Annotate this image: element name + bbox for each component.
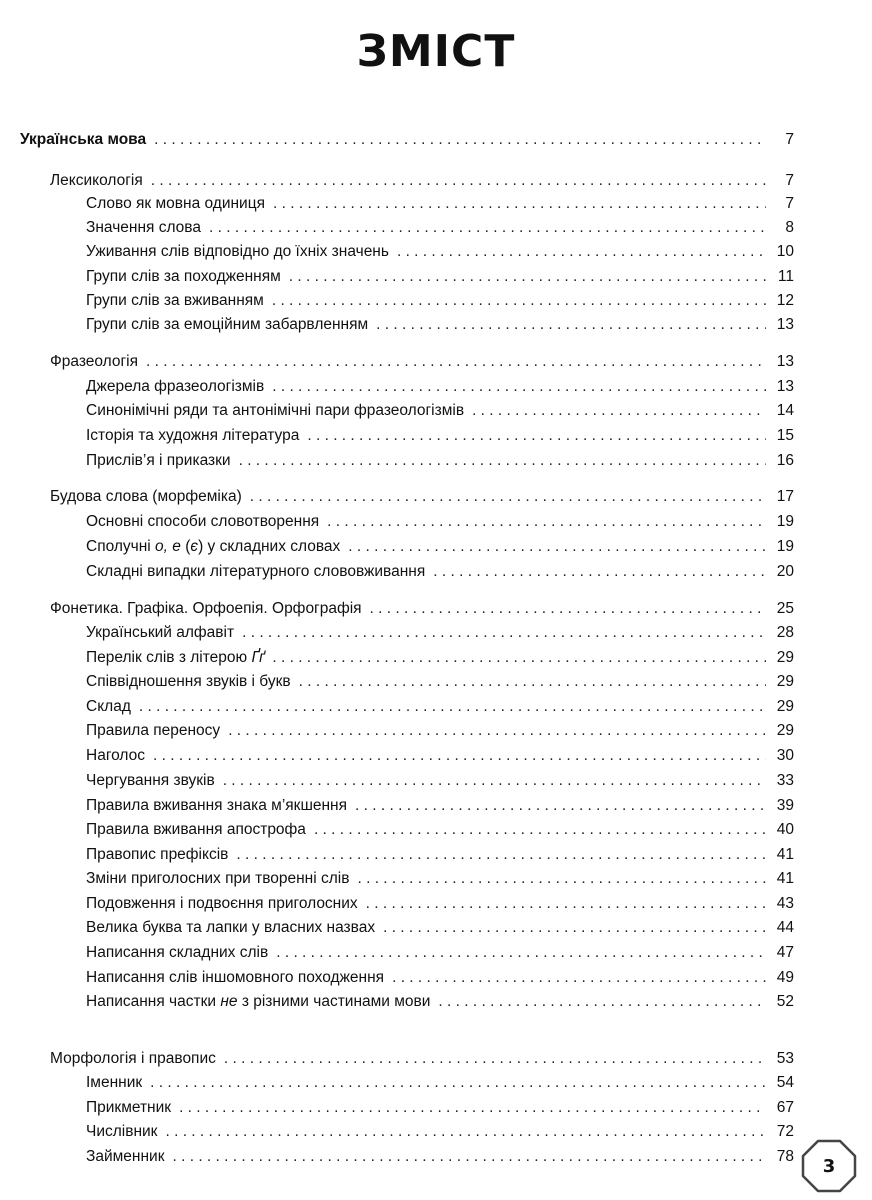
toc-entry-page: 28 [776, 624, 794, 641]
dot-leader [153, 746, 766, 766]
toc-entry-title: Наголос [86, 747, 145, 764]
toc-entry-page: 53 [776, 1050, 794, 1067]
toc-entry-page: 11 [777, 268, 794, 285]
toc-entry-page: 15 [776, 427, 794, 444]
toc-entry-title: Фонетика. Графіка. Орфоепія. Орфографія [50, 600, 362, 617]
toc-entry-page: 29 [776, 722, 794, 739]
toc-entry-title: Групи слів за вживанням [86, 292, 264, 309]
toc-entry-title: Джерела фразеологізмів [86, 378, 265, 395]
page-title: ЗМІСТ [356, 26, 516, 77]
toc-entry-title: Фразеологія [50, 353, 139, 370]
dot-leader [438, 992, 766, 1012]
toc-entry-title: Прислів’я і приказки [86, 452, 231, 469]
toc-entry [86, 845, 794, 865]
dot-leader [307, 426, 766, 446]
dot-leader [172, 1147, 766, 1167]
toc-entry [86, 218, 794, 238]
toc-entry-page: 19 [776, 538, 794, 555]
toc-entry-page: 19 [776, 513, 794, 530]
dot-leader [272, 291, 766, 311]
dot-leader [250, 487, 766, 507]
toc-entry [20, 130, 794, 150]
toc-entry-page: 16 [776, 452, 794, 469]
dot-leader [272, 648, 766, 668]
dot-leader [289, 267, 766, 287]
toc-entry-page: 72 [776, 1123, 794, 1140]
toc-entry [86, 315, 794, 335]
toc-entry-page: 13 [776, 353, 794, 370]
toc-entry-page: 54 [776, 1074, 794, 1091]
toc-entry [86, 242, 794, 262]
toc-entry [86, 267, 794, 287]
dot-leader [224, 1049, 766, 1069]
toc-entry-page: 29 [776, 649, 794, 666]
toc-entry-page: 13 [776, 378, 794, 395]
toc-entry-title: Написання частки не з різними частинами мови [86, 993, 431, 1010]
dot-leader [223, 771, 766, 791]
dot-leader [357, 869, 766, 889]
toc-entry-page: 8 [785, 219, 794, 236]
toc-entry-title: Числівник [86, 1123, 158, 1140]
toc-entry [86, 194, 794, 214]
dot-leader [392, 968, 766, 988]
toc-entry-title: Співвідношення звуків і букв [86, 673, 291, 690]
toc-entry-title: Групи слів за емоційним забарвленням [86, 316, 369, 333]
toc-entry-page: 25 [776, 600, 794, 617]
toc-entry [86, 1098, 794, 1118]
toc-entry [86, 291, 794, 311]
toc-entry-title: Значення слова [86, 219, 201, 236]
toc-entry [50, 599, 794, 619]
dot-leader [366, 894, 766, 914]
dot-leader [272, 377, 766, 397]
toc-entry [50, 352, 794, 372]
toc-entry-title: Правопис префіксів [86, 846, 229, 863]
toc-entry-title: Правила вживання знака м’якшення [86, 797, 348, 814]
dot-leader [376, 315, 766, 335]
toc-entry-title: Слово як мовна одиниця [86, 195, 265, 212]
dot-leader [327, 512, 766, 532]
toc-entry [86, 377, 794, 397]
toc-entry-title: Сполучні о, е (є) у складних словах [86, 538, 341, 555]
toc-entry [86, 918, 794, 938]
toc-entry [86, 820, 794, 840]
dot-leader [179, 1098, 766, 1118]
dot-leader [383, 918, 766, 938]
toc-entry [86, 623, 794, 643]
toc-entry [50, 171, 794, 191]
toc-entry-page: 41 [776, 846, 794, 863]
dot-leader [151, 171, 766, 191]
toc-entry-page: 17 [776, 488, 794, 505]
dot-leader [239, 451, 766, 471]
dot-leader [209, 218, 766, 238]
toc-entry-title: Групи слів за походженням [86, 268, 281, 285]
toc-entry-title: Складні випадки літературного слововживання [86, 563, 426, 580]
dot-leader [472, 401, 766, 421]
dot-leader [348, 537, 766, 557]
page-number-badge [800, 1138, 858, 1194]
toc-entry [86, 697, 794, 717]
toc-entry-page: 52 [776, 993, 794, 1010]
toc-entry [86, 672, 794, 692]
dot-leader [276, 943, 766, 963]
toc-entry-title: Правила переносу [86, 722, 221, 739]
toc-entry-title: Велика буква та лапки у власних назвах [86, 919, 376, 936]
dot-leader [397, 242, 766, 262]
toc-entry-title: Українська мова [20, 131, 147, 148]
toc-entry [86, 746, 794, 766]
toc-entry-title: Уживання слів відповідно до їхніх значень [86, 243, 389, 260]
toc-entry-page: 43 [776, 895, 794, 912]
toc-entry [86, 943, 794, 963]
toc-entry-page: 29 [776, 698, 794, 715]
toc-entry-page: 39 [776, 797, 794, 814]
toc-entry [86, 1122, 794, 1142]
toc-entry-title: Склад [86, 698, 131, 715]
toc-entry [86, 451, 794, 471]
toc-entry-title: Перелік слів з літерою Ґґ [86, 649, 265, 666]
dot-leader [228, 721, 766, 741]
toc-entry-page: 10 [776, 243, 794, 260]
toc-entry-title: Подовження і подвоєння приголосних [86, 895, 358, 912]
toc-entry-title: Прикметник [86, 1099, 172, 1116]
toc-entry [86, 648, 794, 668]
toc-entry-title: Написання складних слів [86, 944, 269, 961]
toc-entry-title: Іменник [86, 1074, 143, 1091]
toc-entry [86, 771, 794, 791]
toc-entry [86, 426, 794, 446]
toc-entry [86, 796, 794, 816]
dot-leader [146, 352, 766, 372]
dot-leader [242, 623, 766, 643]
dot-leader [299, 672, 766, 692]
toc-entry-title: Будова слова (морфеміка) [50, 488, 242, 505]
toc-entry-title: Займенник [86, 1148, 165, 1165]
dot-leader [236, 845, 766, 865]
toc-entry-title: Чергування звуків [86, 772, 215, 789]
dot-leader [150, 1073, 766, 1093]
toc-entry [86, 992, 794, 1012]
toc-entry-title: Зміни приголосних при творенні слів [86, 870, 350, 887]
toc-entry-title: Основні способи словотворення [86, 513, 320, 530]
toc-entry [50, 1049, 794, 1069]
toc-entry-page: 78 [776, 1148, 794, 1165]
toc-entry-page: 30 [776, 747, 794, 764]
toc-entry-page: 7 [785, 195, 794, 212]
toc-entry [86, 512, 794, 532]
toc-entry [86, 537, 794, 557]
toc-entry [86, 721, 794, 741]
dot-leader [139, 697, 766, 717]
toc-entry-title: Український алфавіт [86, 624, 235, 641]
dot-leader [273, 194, 766, 214]
toc-entry-page: 29 [776, 673, 794, 690]
page-number: 3 [822, 1155, 836, 1177]
toc-entry [86, 401, 794, 421]
dot-leader [165, 1122, 766, 1142]
toc-entry [86, 562, 794, 582]
toc-entry-page: 49 [776, 969, 794, 986]
toc-entry [86, 1073, 794, 1093]
dot-leader [355, 796, 766, 816]
toc-entry-title: Морфологія і правопис [50, 1050, 216, 1067]
toc-entry-page: 33 [776, 772, 794, 789]
toc-entry-title: Лексикологія [50, 172, 143, 189]
toc-entry-page: 67 [776, 1099, 794, 1116]
toc-entry [86, 894, 794, 914]
toc-entry-title: Синонімічні ряди та антонімічні пари фразеологізмів [86, 402, 465, 419]
toc-entry-page: 12 [776, 292, 794, 309]
toc-entry-title: Написання слів іншомовного походження [86, 969, 385, 986]
toc-entry [86, 1147, 794, 1167]
toc-entry-title: Історія та художня література [86, 427, 300, 444]
toc-entry-page: 7 [785, 131, 794, 148]
toc-entry-page: 13 [776, 316, 794, 333]
toc-entry-page: 7 [785, 172, 794, 189]
dot-leader [370, 599, 766, 619]
toc-entry [86, 869, 794, 889]
toc-entry-page: 20 [776, 563, 794, 580]
toc-entry [86, 968, 794, 988]
dot-leader [314, 820, 766, 840]
toc-entry-page: 41 [776, 870, 794, 887]
toc-entry-page: 40 [776, 821, 794, 838]
toc-entry-title: Правила вживання апострофа [86, 821, 306, 838]
toc-entry-page: 47 [776, 944, 794, 961]
dot-leader [154, 130, 766, 150]
toc-entry [50, 487, 794, 507]
toc-entry-page: 44 [776, 919, 794, 936]
toc-entry-page: 14 [776, 402, 794, 419]
dot-leader [433, 562, 766, 582]
